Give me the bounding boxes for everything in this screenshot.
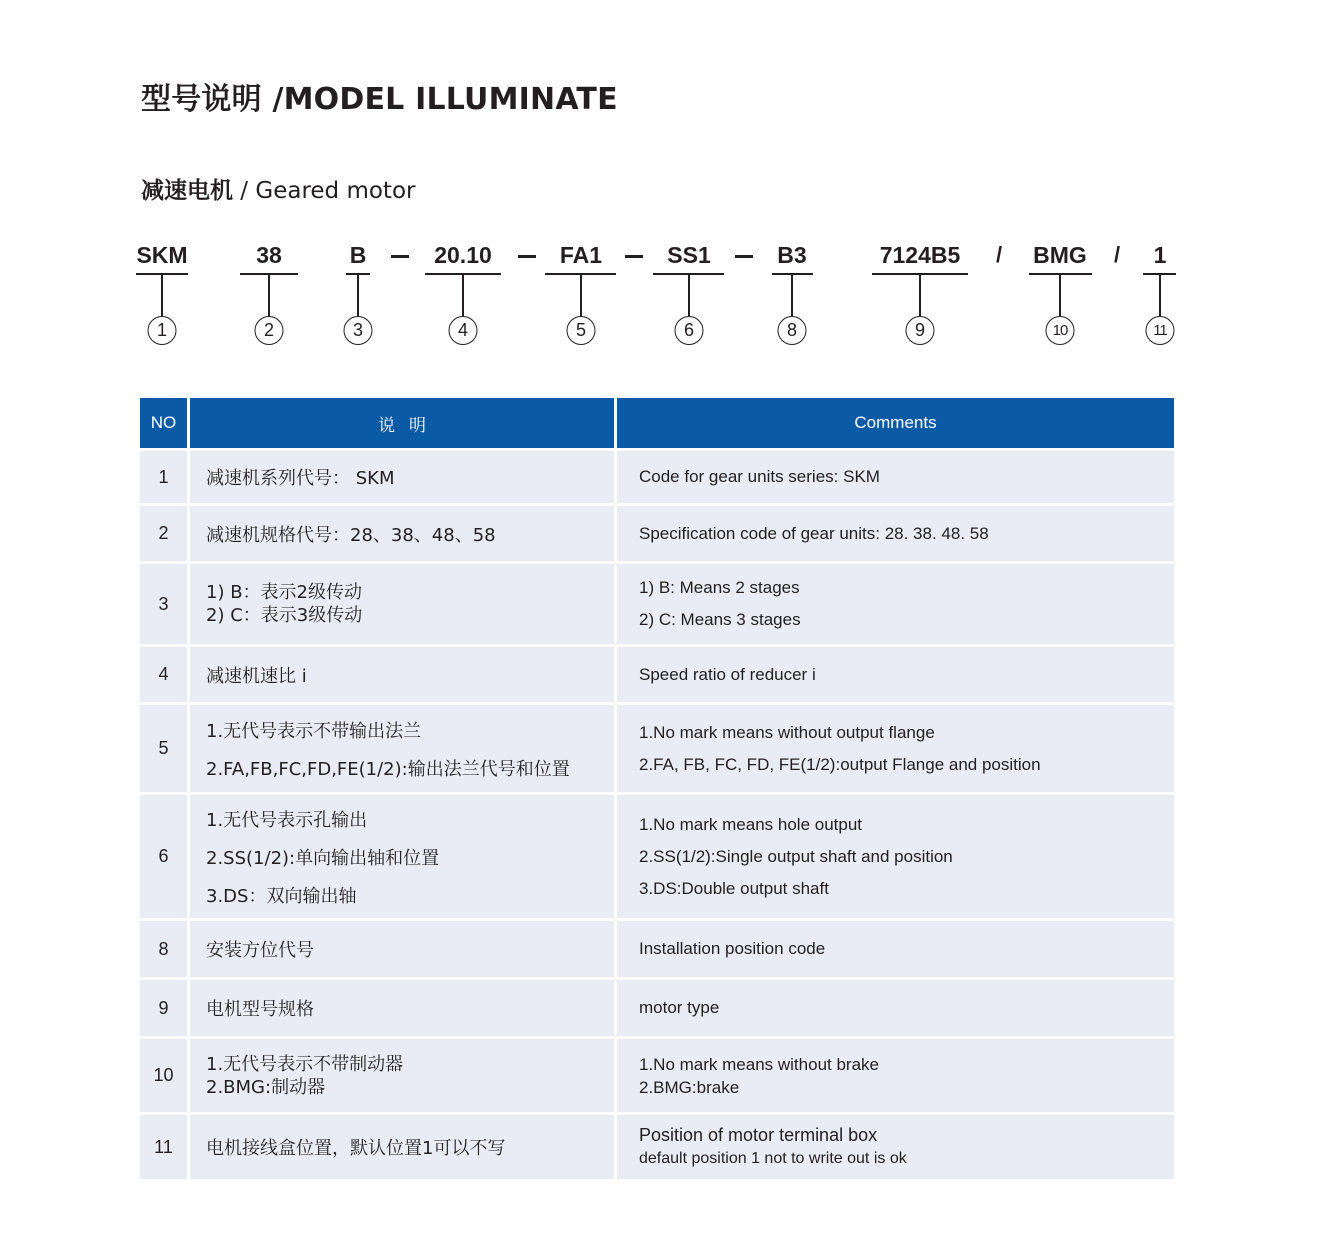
desc-line: 1.No mark means without output flange [639, 722, 935, 742]
row-number: 3 [140, 564, 187, 644]
code-connector [161, 274, 163, 316]
row-desc-en [617, 980, 1174, 1036]
code-segment: FA1 [559, 242, 603, 268]
desc-line: 1.无代号表示孔输出 [206, 809, 368, 831]
desc-line: Specification code of gear units: 28. 38. 48. 58 [639, 523, 989, 543]
code-number-circle: 5 [567, 316, 596, 345]
section-title-en: / Geared motor [233, 178, 416, 204]
code-segment: BMG [1033, 242, 1087, 268]
code-slash: / [1113, 242, 1121, 267]
row-number: 8 [140, 921, 187, 977]
row-desc-en [617, 795, 1174, 918]
desc-line: 1) B: Means 2 stages [639, 578, 800, 597]
desc-line: Code for gear units series: SKM [639, 467, 880, 486]
code-underline [772, 273, 813, 275]
table-row [140, 451, 1174, 503]
code-segment: 20.10 [434, 242, 492, 268]
desc-line: 1.No mark means hole output [639, 814, 863, 834]
row-desc-zh [190, 506, 614, 561]
row-desc-en [617, 647, 1174, 702]
desc-line: 1) B：表示2级传动 [206, 582, 362, 603]
spec-table [140, 398, 1174, 1182]
header-no: NO [140, 398, 187, 448]
desc-line: 安装方位代号 [206, 940, 314, 961]
code-connector [357, 274, 359, 316]
row-desc-zh [190, 647, 614, 702]
row-number: 9 [140, 980, 187, 1036]
code-connector [462, 274, 464, 316]
row-number: 6 [140, 795, 187, 918]
table-row [140, 506, 1174, 561]
code-number-circle: 2 [255, 316, 284, 345]
code-segment: SS1 [667, 242, 711, 268]
table-row [140, 705, 1174, 792]
desc-line: 1.No mark means without brake [639, 1054, 879, 1074]
row-desc-en [617, 506, 1174, 561]
desc-line: 2.SS(1/2):Single output shaft and position [639, 846, 953, 866]
row-number: 11 [140, 1115, 187, 1179]
code-connector [580, 274, 582, 316]
table-row [140, 564, 1174, 644]
desc-line: 电机型号规格 [206, 999, 314, 1020]
row-number: 1 [140, 451, 187, 503]
row-desc-zh [190, 705, 614, 792]
desc-line: 2) C: Means 3 stages [639, 610, 801, 629]
code-dash [391, 255, 409, 258]
code-segment: 38 [256, 242, 282, 268]
row-number: 10 [140, 1039, 187, 1112]
section-title [141, 172, 415, 205]
code-number-circle: 6 [675, 316, 704, 345]
code-connector [791, 274, 793, 316]
desc-line: 减速机规格代号：28、38、48、58 [206, 524, 496, 546]
row-desc-en [617, 705, 1174, 792]
desc-line: 3.DS:Double output shaft [639, 878, 829, 898]
desc-line: 1.无代号表示不带制动器 [206, 1053, 404, 1075]
code-number-circle: 11 [1146, 316, 1175, 345]
code-number-circle: 1 [148, 316, 177, 345]
row-desc-en [617, 1115, 1174, 1179]
row-desc-zh [190, 921, 614, 977]
desc-line: 2.FA, FB, FC, FD, FE(1/2):output Flange and position [639, 754, 1041, 774]
desc-line: 2.SS(1/2):单向输出轴和位置 [206, 847, 440, 869]
code-connector [919, 274, 921, 316]
table-header-row [140, 398, 1174, 448]
row-desc-zh [190, 980, 614, 1036]
code-connector [268, 274, 270, 316]
row-number: 2 [140, 506, 187, 561]
row-number: 4 [140, 647, 187, 702]
row-desc-zh [190, 1039, 614, 1112]
section-title-zh: 减速电机 [141, 178, 233, 204]
code-segment: B [349, 242, 367, 268]
desc-line: 2.FA,FB,FC,FD,FE(1/2):输出法兰代号和位置 [206, 758, 570, 780]
code-number-circle: 4 [449, 316, 478, 345]
code-underline [1029, 273, 1092, 275]
header-zh [190, 398, 614, 448]
code-dash [735, 255, 753, 258]
desc-line: 电机接线盒位置，默认位置1可以不写 [206, 1138, 506, 1159]
code-connector [1059, 274, 1061, 316]
row-desc-zh [190, 1115, 614, 1179]
code-segment: 7124B5 [879, 242, 961, 268]
table-row [140, 1115, 1174, 1179]
desc-line: 减速机系列代号： SKM [206, 468, 395, 489]
code-dash [518, 255, 536, 258]
header-en: Comments [617, 398, 1174, 448]
code-segment: B3 [777, 242, 807, 268]
desc-line: Installation position code [639, 939, 826, 958]
header-zh-label: 说明 [378, 415, 440, 435]
row-desc-en [617, 451, 1174, 503]
desc-line: default position 1 not to write out is ok [639, 1150, 907, 1167]
row-desc-zh [190, 795, 614, 918]
desc-line: Speed ratio of reducer i [639, 664, 816, 684]
code-segment: SKM [136, 242, 188, 268]
code-segment: 1 [1153, 242, 1167, 268]
desc-line: 减速机速比 i [206, 665, 307, 687]
row-number: 5 [140, 705, 187, 792]
table-row [140, 795, 1174, 918]
row-desc-zh [190, 451, 614, 503]
table-row [140, 647, 1174, 702]
code-number-circle: 10 [1046, 316, 1075, 345]
desc-line: Position of motor terminal box [639, 1125, 878, 1145]
code-dash [625, 255, 643, 258]
code-slash: / [995, 242, 1003, 267]
desc-line: 2.BMG:brake [639, 1077, 740, 1097]
desc-line: 2) C：表示3级传动 [206, 605, 363, 626]
code-number-circle: 9 [906, 316, 935, 345]
row-desc-en [617, 921, 1174, 977]
row-desc-zh [190, 564, 614, 644]
desc-line: 1.无代号表示不带输出法兰 [206, 720, 422, 742]
code-connector [1159, 274, 1161, 316]
row-desc-en [617, 1039, 1174, 1112]
desc-line: 3.DS：双向输出轴 [206, 885, 357, 907]
page-title: 型号说明 /MODEL ILLUMINATE [141, 82, 618, 117]
code-number-circle: 8 [778, 316, 807, 345]
desc-line: motor type [639, 998, 720, 1017]
desc-line: 2.BMG:制动器 [206, 1076, 326, 1098]
code-connector [688, 274, 690, 316]
table-row [140, 980, 1174, 1036]
row-desc-en [617, 564, 1174, 644]
table-row [140, 1039, 1174, 1112]
code-number-circle: 3 [344, 316, 373, 345]
table-row [140, 921, 1174, 977]
